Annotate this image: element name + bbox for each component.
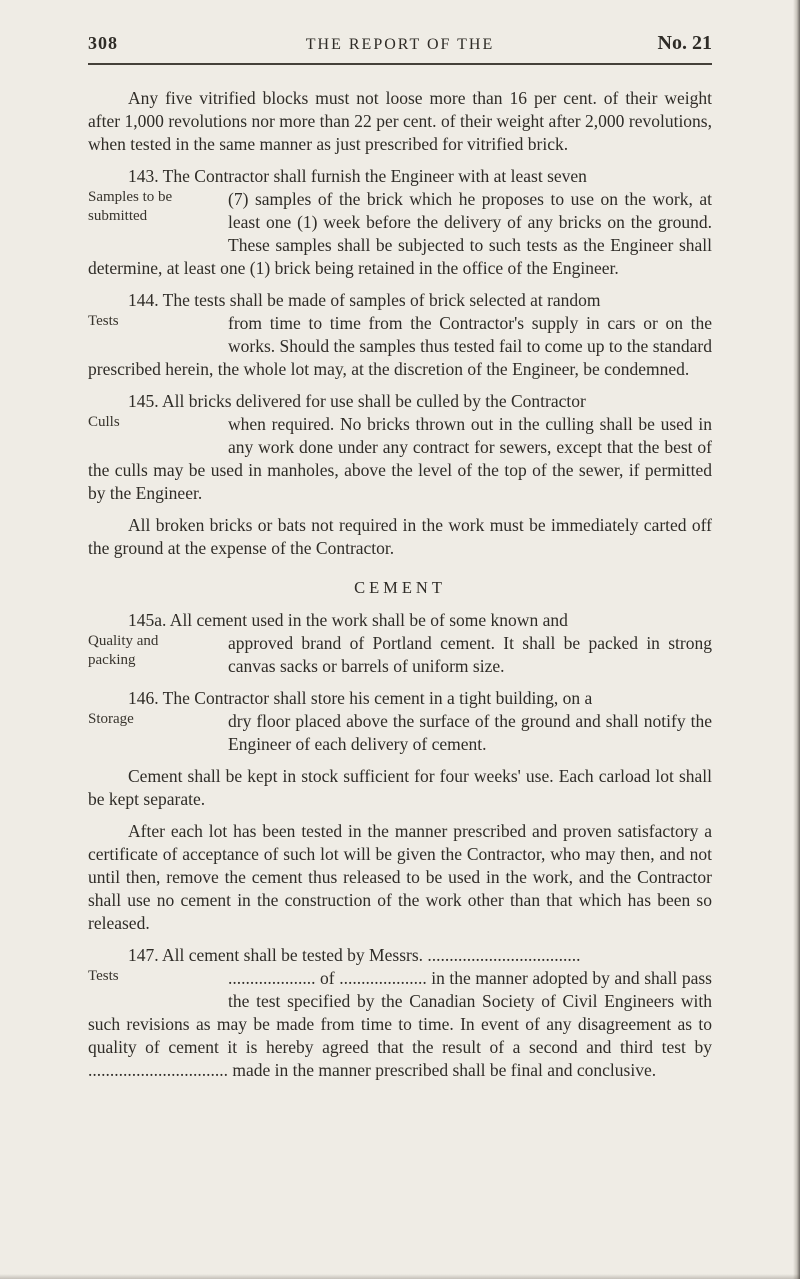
paragraph-146-rest: dry floor placed above the surface of the ground and shall notify the Engineer of each delivery of cement. xyxy=(228,711,712,754)
body-text xyxy=(88,87,712,1082)
paragraph-144-body xyxy=(88,312,712,381)
paragraph-intro: Any five vitrified blocks must not loose more than 16 per cent. of their weight after 1,000 revolutions nor more than 22 per cent. of their weight after 2,000 revolutions, when tested in the same manner as just prescribed for vitrified brick. xyxy=(88,88,712,154)
paragraph-145a-rest: approved brand of Portland cement. It shall be packed in strong canvas sacks or barrels of uniform size. xyxy=(228,633,712,676)
sidehead-tests-147: Tests xyxy=(88,968,119,984)
scan-edge-shadow-bottom xyxy=(0,1274,800,1279)
sidehead-quality-and-packing: Quality and packing xyxy=(88,633,159,668)
paragraph-145a xyxy=(88,609,712,678)
paragraph-146-lead: 146. The Contractor shall store his cement in a tight building, on a xyxy=(128,688,593,708)
paragraph-147 xyxy=(88,944,712,1082)
paragraph-143 xyxy=(88,165,712,280)
paragraph-147-rest: .................... of .................... in the manner adopted by and shall pass the test specified by the Canadian Society of Civil Engineers with such revisions as may be made from time to time. In event of any disagreement as to quality of cement it is hereby agreed that the result of a second and third test by ................................ made in the manner prescribed shall be final and conclusive. xyxy=(88,968,712,1080)
paragraph-147-body xyxy=(88,967,712,1082)
paragraph-147-lead: 147. All cement shall be tested by Messrs. ................................... xyxy=(128,945,581,965)
page-header xyxy=(88,32,712,65)
paragraph-144 xyxy=(88,289,712,381)
running-title: THE REPORT OF THE xyxy=(305,36,495,53)
paragraph-145-rest: when required. No bricks thrown out in the culling shall be used in any work done under any contract for sewers, except that the best of the culls may be used in manholes, above the level of the top of the sewer, if permitted by the Engineer. xyxy=(88,414,712,503)
section-heading-cement: CEMENT xyxy=(354,578,446,597)
sidehead-tests: Tests xyxy=(88,313,119,329)
sidehead-culls: Culls xyxy=(88,414,120,430)
paragraph-145a-body xyxy=(88,632,712,678)
paragraph-cement-release: After each lot has been tested in the manner prescribed and proven satisfactory a certificate of acceptance of such lot will be given the Contractor, who may then, and not until then, remove the cement thus released to be used in the work, and the Contractor shall use no cement in the construction of the work other than that which has been so released. xyxy=(88,821,712,933)
paragraph-broken-bricks: All broken bricks or bats not required in the work must be immediately carted off the ground at the expense of the Contractor. xyxy=(88,515,712,558)
paragraph-143-body xyxy=(88,188,712,280)
paragraph-145-lead: 145. All bricks delivered for use shall be culled by the Contractor xyxy=(128,391,586,411)
paragraph-146 xyxy=(88,687,712,756)
paragraph-145-body xyxy=(88,413,712,505)
sidehead-storage: Storage xyxy=(88,711,134,727)
paragraph-143-lead: 143. The Contractor shall furnish the Engineer with at least seven xyxy=(128,166,587,186)
report-number: No. 21 xyxy=(657,32,712,54)
paragraph-146-body xyxy=(88,710,712,756)
paragraph-144-rest: from time to time from the Contractor's supply in cars or on the works. Should the samples thus tested fail to come up to the standard prescribed herein, the whole lot may, at the discretion of the Engineer, be condemned. xyxy=(88,313,712,379)
paragraph-143-rest: (7) samples of the brick which he proposes to use on the work, at least one (1) week before the delivery of any bricks on the ground. These samples shall be subjected to such tests as the Engineer shall determine, at least one (1) brick being retained in the office of the Engineer. xyxy=(88,189,712,278)
paragraph-145a-lead: 145a. All cement used in the work shall be of some known and xyxy=(128,610,568,630)
paragraph-145 xyxy=(88,390,712,505)
paragraph-cement-stock: Cement shall be kept in stock sufficient for four weeks' use. Each carload lot shall be kept separate. xyxy=(88,766,712,809)
page-number: 308 xyxy=(88,33,118,53)
sidehead-samples-to-be-submitted: Samples to be submitted xyxy=(88,189,173,224)
paragraph-144-lead: 144. The tests shall be made of samples of brick selected at random xyxy=(128,290,601,310)
